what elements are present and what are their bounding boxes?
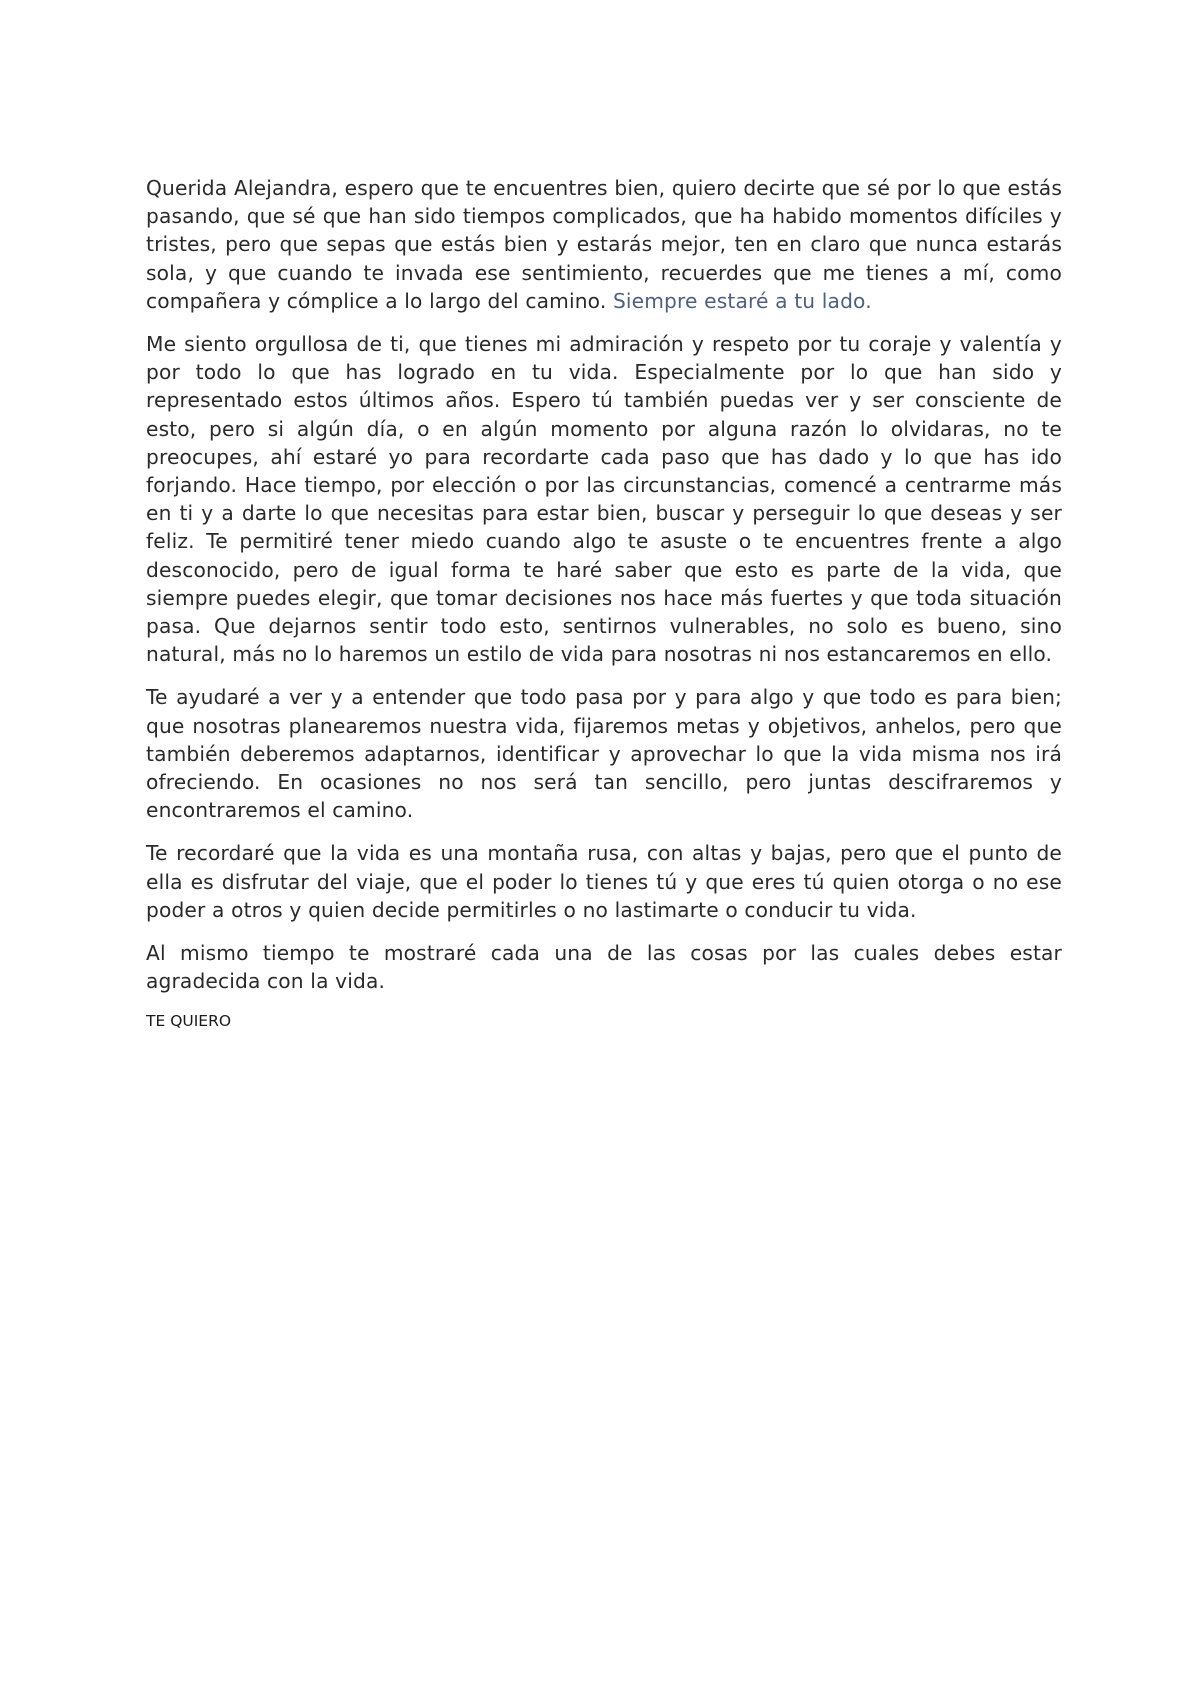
greeting-text: Querida Alejandra, espero que te encuentres bien, quiero decirte que sé por lo que estás pasando, que sé que han sido tiempos complicados, que ha habido momentos difíciles y tristes, pero que sepas que estás bien y estarás mejor, ten en claro que nunca estarás sola, y que cuando te invada ese sentimiento, recuerdes que me tienes a mí, como compañera y cómplice a lo largo del camino. (146, 176, 1062, 313)
signoff: TE QUIERO (146, 1012, 232, 1031)
paragraph-greeting (146, 174, 1062, 315)
paragraph-help: Te ayudaré a ver y a entender que todo pasa por y para algo y que todo es para bien; que nosotras planearemos nuestra vida, fijaremos metas y objetivos, anhelos, pero que también deberemos adaptarnos, identificar y aprovechar lo que la vida misma nos irá ofreciendo. En ocasiones no nos será tan sencillo, pero juntas descifraremos y encontraremos el camino. (146, 685, 1062, 823)
paragraph-rollercoaster: Te recordaré que la vida es una montaña rusa, con altas y bajas, pero que el punto de ella es disfrutar del viaje, que el poder lo tienes tú y que eres tú quien otorga o no ese poder a otros y quien decide permitirles o no lastimarte o conducir tu vida. (146, 841, 1062, 922)
highlighted-sentence: Siempre estaré a tu lado. (612, 288, 872, 313)
paragraph-pride: Me siento orgullosa de ti, que tienes mi admiración y respeto por tu coraje y valentía y por todo lo que has logrado en tu vida. Especialmente por lo que han sido y representado estos últimos años. Espero tú también puedas ver y ser consciente de esto, pero si algún día, o en algún momento por alguna razón lo olvidaras, no te preocupes, ahí estaré yo para recordarte cada paso que has dado y lo que has ido forjando. Hace tiempo, por elección o por las circunstancias, comencé a centrarme más en ti y a darte lo que necesitas para estar bien, buscar y perseguir lo que deseas y ser feliz. Te permitiré tener miedo cuando algo te asuste o te encuentres frente a algo desconocido, pero de igual forma te haré saber que esto es parte de la vida, que siempre puedes elegir, que tomar decisiones nos hace más fuertes y que toda situación pasa. Que dejarnos sentir todo esto, sentirnos vulnerables, no solo es bueno, sino natural, más no lo haremos un estilo de vida para nosotras ni nos estancaremos en ello. (146, 332, 1062, 667)
paragraph-gratitude: Al mismo tiempo te mostraré cada una de las cosas por las cuales debes estar agradecida con la vida. (146, 941, 1062, 994)
letter-body (146, 174, 1062, 1032)
